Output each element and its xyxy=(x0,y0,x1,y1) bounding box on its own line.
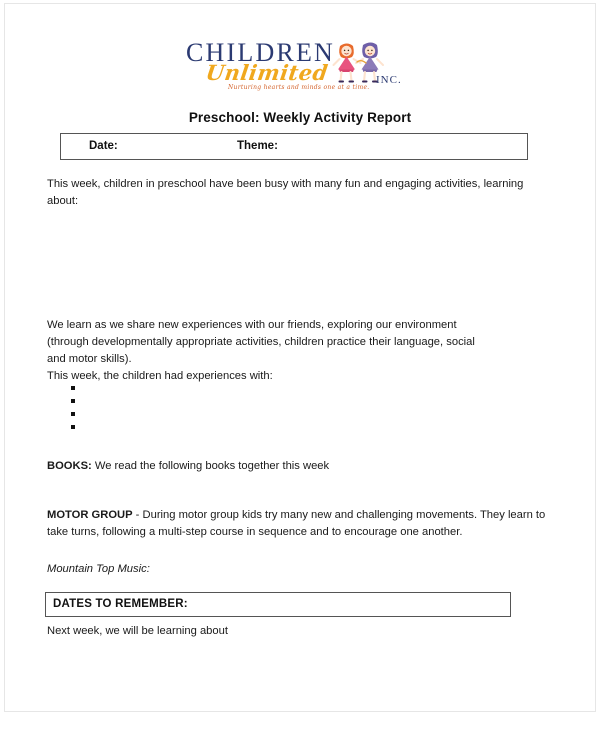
mountain-top-music-label: Mountain Top Music: xyxy=(47,563,150,575)
list-item[interactable] xyxy=(47,381,347,394)
date-field-label: Date: xyxy=(89,140,118,152)
books-section xyxy=(47,458,547,475)
dates-to-remember-label: DATES TO REMEMBER: xyxy=(53,598,188,610)
motor-group-section xyxy=(47,507,547,541)
books-text: We read the following books together this week xyxy=(91,460,330,472)
books-label: BOOKS: xyxy=(47,460,92,472)
next-week-text: Next week, we will be learning about xyxy=(47,625,228,637)
learning-line-3: and motor skills). xyxy=(47,353,132,365)
intro-paragraph: This week, children in preschool have been busy with many fun and engaging activities, learning about: xyxy=(47,178,524,207)
motor-group-label: MOTOR GROUP xyxy=(47,509,133,521)
learning-paragraph xyxy=(47,317,547,385)
theme-field-label: Theme: xyxy=(237,140,278,152)
page-title: Preschool: Weekly Activity Report xyxy=(188,110,412,125)
list-item[interactable] xyxy=(47,394,347,407)
learning-line-2: (through developmentally appropriate activities, children practice their language, social xyxy=(47,336,475,348)
list-item[interactable] xyxy=(47,407,347,420)
experiences-bullet-list xyxy=(47,381,347,433)
two-children-illustration xyxy=(330,38,392,88)
logo-tagline: Nurturing hearts and minds one at a time. xyxy=(228,84,370,91)
learning-line-4: This week, the children had experiences with: xyxy=(47,370,273,382)
company-logo xyxy=(180,38,405,96)
date-theme-box xyxy=(60,133,528,160)
learning-line-1: We learn as we share new experiences with our friends, exploring our environment xyxy=(47,319,457,331)
list-item[interactable] xyxy=(47,420,347,433)
motor-group-text: - During motor group kids try many new and challenging movements. They learn to take turns, following a multi-step course in sequence and to encourage one another. xyxy=(47,509,546,538)
logo-word-children: CHILDREN xyxy=(186,38,336,67)
logo-word-unlimited: Unlimited xyxy=(204,60,330,85)
dates-to-remember-box xyxy=(45,592,511,617)
logo-inc-suffix: INC. xyxy=(376,74,402,86)
